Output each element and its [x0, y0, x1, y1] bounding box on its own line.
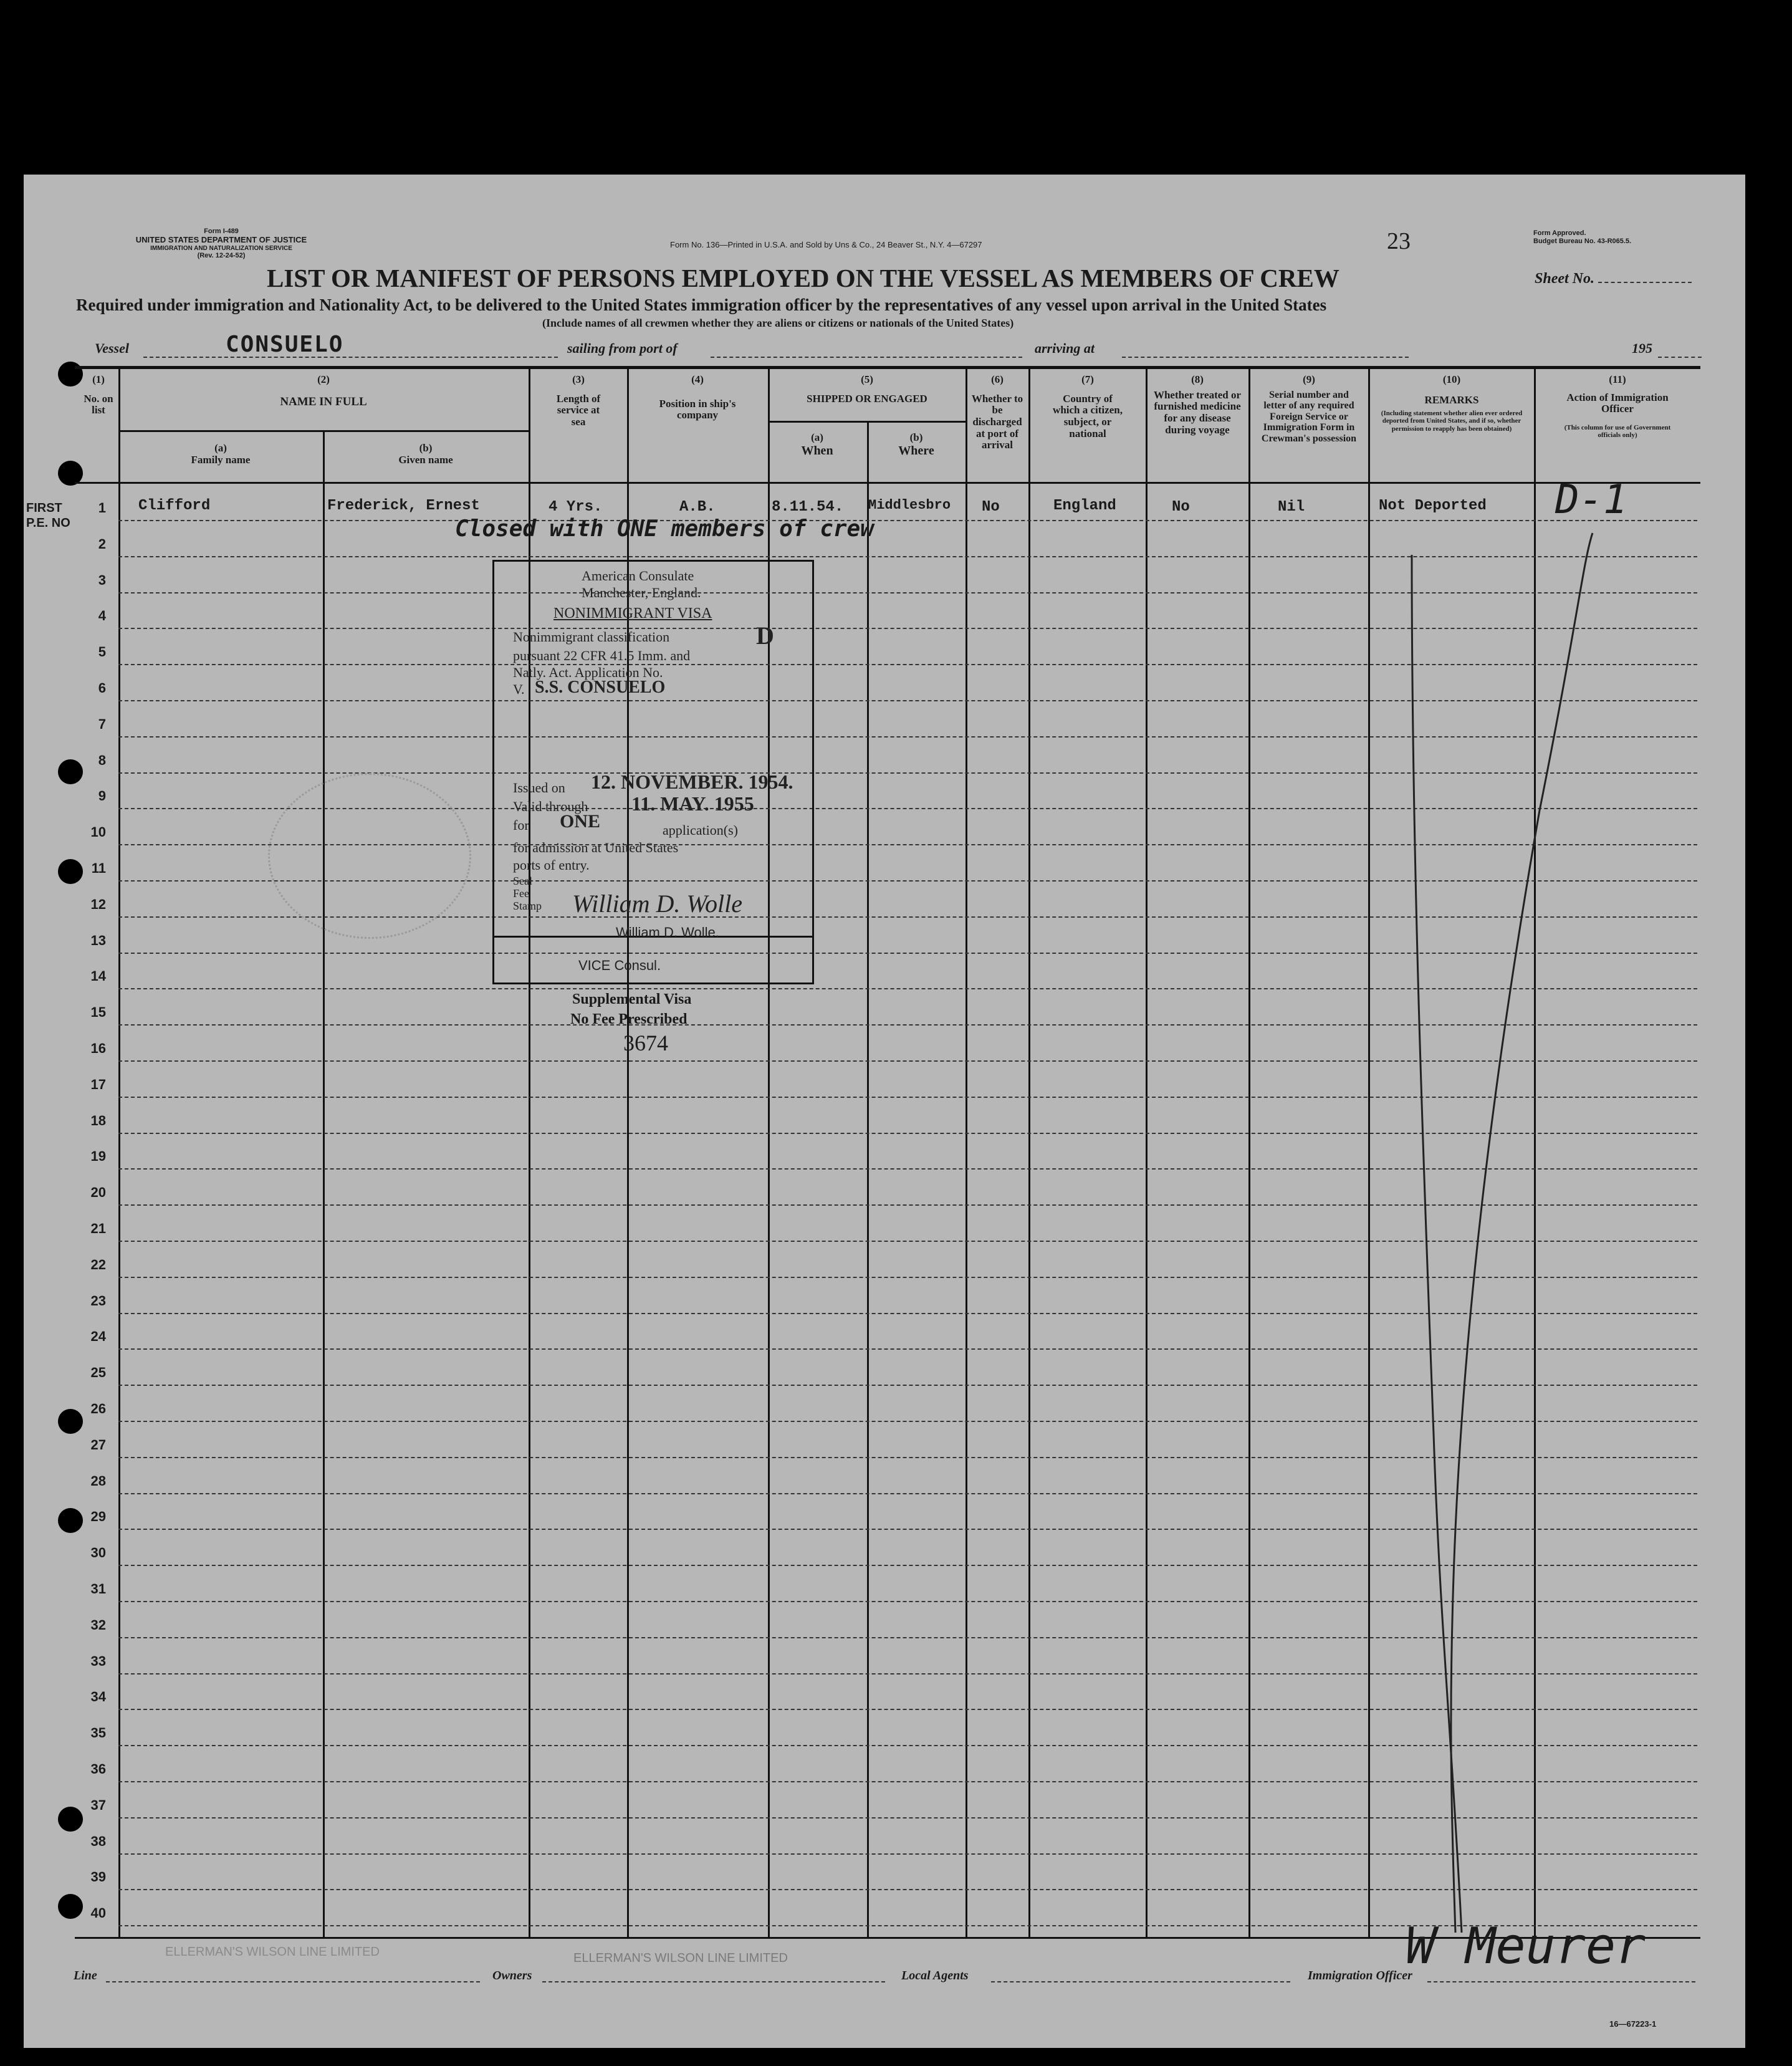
- stamp-issued-value: 12. NOVEMBER. 1954.: [591, 771, 793, 793]
- row-number: 19: [90, 1148, 106, 1165]
- col-11-number: (11): [1609, 373, 1626, 385]
- row-number: 15: [90, 1004, 106, 1021]
- stamp-classification: Nonimmigrant classification: [513, 629, 670, 645]
- stamp-for-value: ONE: [560, 811, 601, 832]
- row-number: 26: [90, 1401, 106, 1416]
- col-4-number: (4): [691, 373, 704, 385]
- footer-officer-signature: W Meurer: [1406, 1917, 1646, 1975]
- col-10-number: (10): [1442, 373, 1461, 385]
- row-number: 7: [98, 716, 106, 732]
- col-11-label: Action of Immigration Officer: [1566, 391, 1669, 415]
- stamp-visa-type: NONIMMIGRANT VISA: [553, 605, 712, 622]
- row-number: 2: [98, 536, 106, 552]
- col-2a-label: Family name: [191, 453, 251, 466]
- row-number: 22: [90, 1256, 106, 1272]
- row-number: 32: [90, 1617, 106, 1633]
- stamp-act: Natly. Act. Application No.: [513, 665, 663, 680]
- col-5a-label: When: [801, 443, 833, 458]
- entry-service: 4 Yrs.: [549, 499, 603, 516]
- row-number: 3: [98, 572, 106, 588]
- col-6-number: (6): [991, 373, 1004, 385]
- footer-line-stamp: ELLERMAN'S WILSON LINE LIMITED: [165, 1945, 380, 1959]
- row-number: 28: [90, 1473, 106, 1489]
- row-number: 12: [90, 896, 106, 912]
- col-9-number: (9): [1303, 373, 1315, 385]
- stamp-admission: for admission at United States: [513, 840, 679, 855]
- row-number: 29: [90, 1509, 106, 1525]
- sailing-label: sailing from port of: [567, 340, 678, 356]
- stamp-class-mark: D: [756, 622, 774, 650]
- entry-discharged: No: [982, 499, 1000, 516]
- footer-owners-blank: [542, 1981, 885, 1982]
- footer-line-blank: [106, 1981, 480, 1982]
- row-number: 18: [90, 1112, 106, 1128]
- stamp-signature: William D. Wolle: [572, 890, 742, 918]
- row-number: 14: [90, 968, 106, 984]
- stamp-title: VICE Consul.: [578, 958, 661, 973]
- stamp-ports: ports of entry.: [513, 857, 590, 873]
- row-number: 21: [90, 1221, 106, 1236]
- stamp-stamp-word: Stamp: [513, 900, 542, 912]
- row-number: 34: [90, 1689, 106, 1705]
- department-name: UNITED STATES DEPARTMENT OF JUSTICE: [135, 234, 307, 244]
- col-2-label: NAME IN FULL: [280, 395, 367, 408]
- col-10-note: (Including statement whether alien ever ordered deported from United States, and if so, whether permission to reapply has been obtained): [1381, 410, 1523, 433]
- page-subtitle: Required under immigration and Nationality Act, to be delivered to the United States immigration officer by the representatives of any vessel upon arrival in the United States: [76, 295, 1327, 314]
- row-number: 23: [90, 1292, 106, 1309]
- row-number: 4: [98, 608, 106, 624]
- page-number: 23: [1387, 228, 1411, 254]
- row-number: 6: [98, 680, 106, 696]
- vessel-value: CONSUELO: [226, 332, 344, 357]
- col-5a-number: (a): [811, 431, 823, 443]
- row-number: 25: [90, 1365, 106, 1381]
- col-2-number: (2): [317, 373, 330, 385]
- footer-form-code: 16—67223-1: [1609, 2019, 1657, 2029]
- stamp-pursuant: pursuant 22 CFR 41.5 Imm. and: [513, 648, 691, 663]
- entry-treated: No: [1172, 499, 1190, 516]
- row-number: 38: [90, 1833, 106, 1849]
- remarks-ditto-line: [1412, 555, 1462, 1933]
- arriving-label: arriving at: [1035, 340, 1095, 356]
- col-2a-number: (a): [214, 442, 227, 454]
- entry-given-name: Frederick, Ernest: [327, 497, 480, 514]
- col-11-note: (This column for use of Government officials only): [1564, 424, 1671, 440]
- entry-action: D-1: [1555, 477, 1627, 523]
- footer-agents-blank: [991, 1981, 1290, 1982]
- entry-country: England: [1053, 497, 1116, 514]
- side-note-line2: P.E. NO: [26, 516, 70, 530]
- stamp-vessel-prefix: V.: [513, 681, 525, 697]
- entry-position: A.B.: [679, 499, 716, 516]
- entry-family-name: Clifford: [138, 497, 211, 514]
- col-3-number: (3): [572, 373, 585, 385]
- row-number: 5: [98, 644, 106, 660]
- stamp-for-label: for: [513, 817, 529, 833]
- row-number: 33: [90, 1653, 106, 1669]
- stamp-issued-label: Issued on: [513, 780, 565, 795]
- row-number: 31: [90, 1581, 106, 1597]
- col-4-label: Position in ship's company: [659, 397, 736, 421]
- action-ditto-line: [1451, 533, 1593, 1933]
- vessel-label: Vessel: [95, 340, 129, 356]
- col-7-label: Country of which a citizen, subject, or national: [1053, 392, 1123, 440]
- form-approved: Form Approved.: [1533, 229, 1586, 237]
- footer-owners-label: Owners: [492, 1969, 532, 1982]
- closed-note: Closed with ONE members of crew: [455, 516, 874, 542]
- row-number: 40: [90, 1905, 106, 1921]
- row-number: 1: [98, 500, 106, 516]
- footer-owners-stamp: ELLERMAN'S WILSON LINE LIMITED: [573, 1951, 788, 1965]
- stamp-consulate: American Consulate: [582, 568, 694, 584]
- printer-line: Form No. 136—Printed in U.S.A. and Sold by Uns & Co., 24 Beaver St., N.Y. 4—67297: [670, 240, 982, 249]
- supplemental-no-fee: No Fee Prescribed: [570, 1011, 688, 1027]
- col-6-label: Whether to be discharged at port of arrival: [971, 392, 1023, 451]
- col-7-number: (7): [1081, 373, 1094, 385]
- col-9-label: Serial number and letter of any required Foreign Service or Immigration Form in Crewman's possession: [1261, 389, 1357, 444]
- stamp-valid-label: Valid through: [513, 799, 588, 814]
- row-number: 11: [91, 860, 106, 876]
- embossed-seal: [268, 773, 471, 939]
- col-8-label: Whether treated or furnished medicine for any disease during voyage: [1153, 388, 1242, 436]
- stamp-seal: Seal: [513, 875, 532, 887]
- footer-officer-label: Immigration Officer: [1308, 1969, 1412, 1982]
- page-subtitle-note: (Include names of all crewmen whether they are aliens or citizens or nationals of the United States): [542, 317, 1014, 329]
- row-number: 36: [90, 1761, 106, 1777]
- footer-line-label: Line: [74, 1969, 97, 1982]
- col-1-label: No. on list: [84, 392, 113, 416]
- row-number: 8: [98, 752, 106, 768]
- supplemental-number: 3674: [623, 1031, 668, 1055]
- row-number: 39: [90, 1869, 106, 1885]
- stamp-vessel: S.S. CONSUELO: [535, 678, 666, 697]
- budget-bureau: Budget Bureau No. 43-R065.5.: [1533, 237, 1632, 245]
- row-number: 30: [90, 1545, 106, 1561]
- footer-officer-blank: [1427, 1981, 1695, 1982]
- service-name: IMMIGRATION AND NATURALIZATION SERVICE: [150, 244, 292, 252]
- entry-when: 8.11.54.: [772, 499, 844, 516]
- col-10-label: REMARKS: [1424, 393, 1479, 406]
- row-number: 20: [90, 1184, 106, 1201]
- sheet-label-text: Sheet No.: [1535, 271, 1594, 287]
- col-3-label: Length of service at sea: [556, 392, 601, 428]
- entry-remarks: Not Deported: [1379, 497, 1487, 514]
- side-note-line1: FIRST: [26, 501, 62, 515]
- stamp-fee: Fee: [513, 887, 529, 900]
- supplemental-visa-label: Supplemental Visa: [572, 991, 692, 1007]
- col-1-number: (1): [92, 373, 105, 385]
- row-number: 13: [90, 932, 106, 948]
- page-title: LIST OR MANIFEST OF PERSONS EMPLOYED ON THE VESSEL AS MEMBERS OF CREW: [267, 264, 1339, 292]
- col-8-number: (8): [1191, 373, 1204, 385]
- col-2b-label: Given name: [398, 453, 453, 466]
- col-5b-number: (b): [909, 431, 923, 443]
- col-5b-label: Where: [898, 443, 934, 458]
- row-number: 37: [90, 1797, 106, 1813]
- col-5-number: (5): [861, 373, 873, 385]
- footer-agents-label: Local Agents: [901, 1969, 969, 1982]
- row-number: 27: [90, 1436, 106, 1453]
- entry-where: Middlesbro: [868, 497, 951, 513]
- col-2b-number: (b): [419, 442, 433, 454]
- revision: (Rev. 12-24-52): [197, 252, 246, 260]
- row-number: 17: [90, 1076, 106, 1092]
- year-label: 195: [1632, 340, 1652, 356]
- row-number: 9: [98, 788, 106, 804]
- stamp-application: application(s): [663, 822, 738, 838]
- row-number: 16: [90, 1040, 106, 1056]
- col-5-label: SHIPPED OR ENGAGED: [807, 392, 927, 405]
- form-number: Form I-489: [204, 228, 239, 235]
- visa-stamp: [492, 560, 814, 984]
- row-number: 10: [90, 824, 106, 840]
- stamp-signer: William D. Wolle.: [616, 925, 719, 940]
- row-number: 35: [90, 1725, 106, 1741]
- stamp-city: Manchester, England.: [582, 585, 701, 600]
- entry-serial: Nil: [1278, 499, 1305, 516]
- stamp-valid-value: 11. MAY. 1955: [631, 792, 754, 815]
- row-number: 24: [90, 1328, 106, 1345]
